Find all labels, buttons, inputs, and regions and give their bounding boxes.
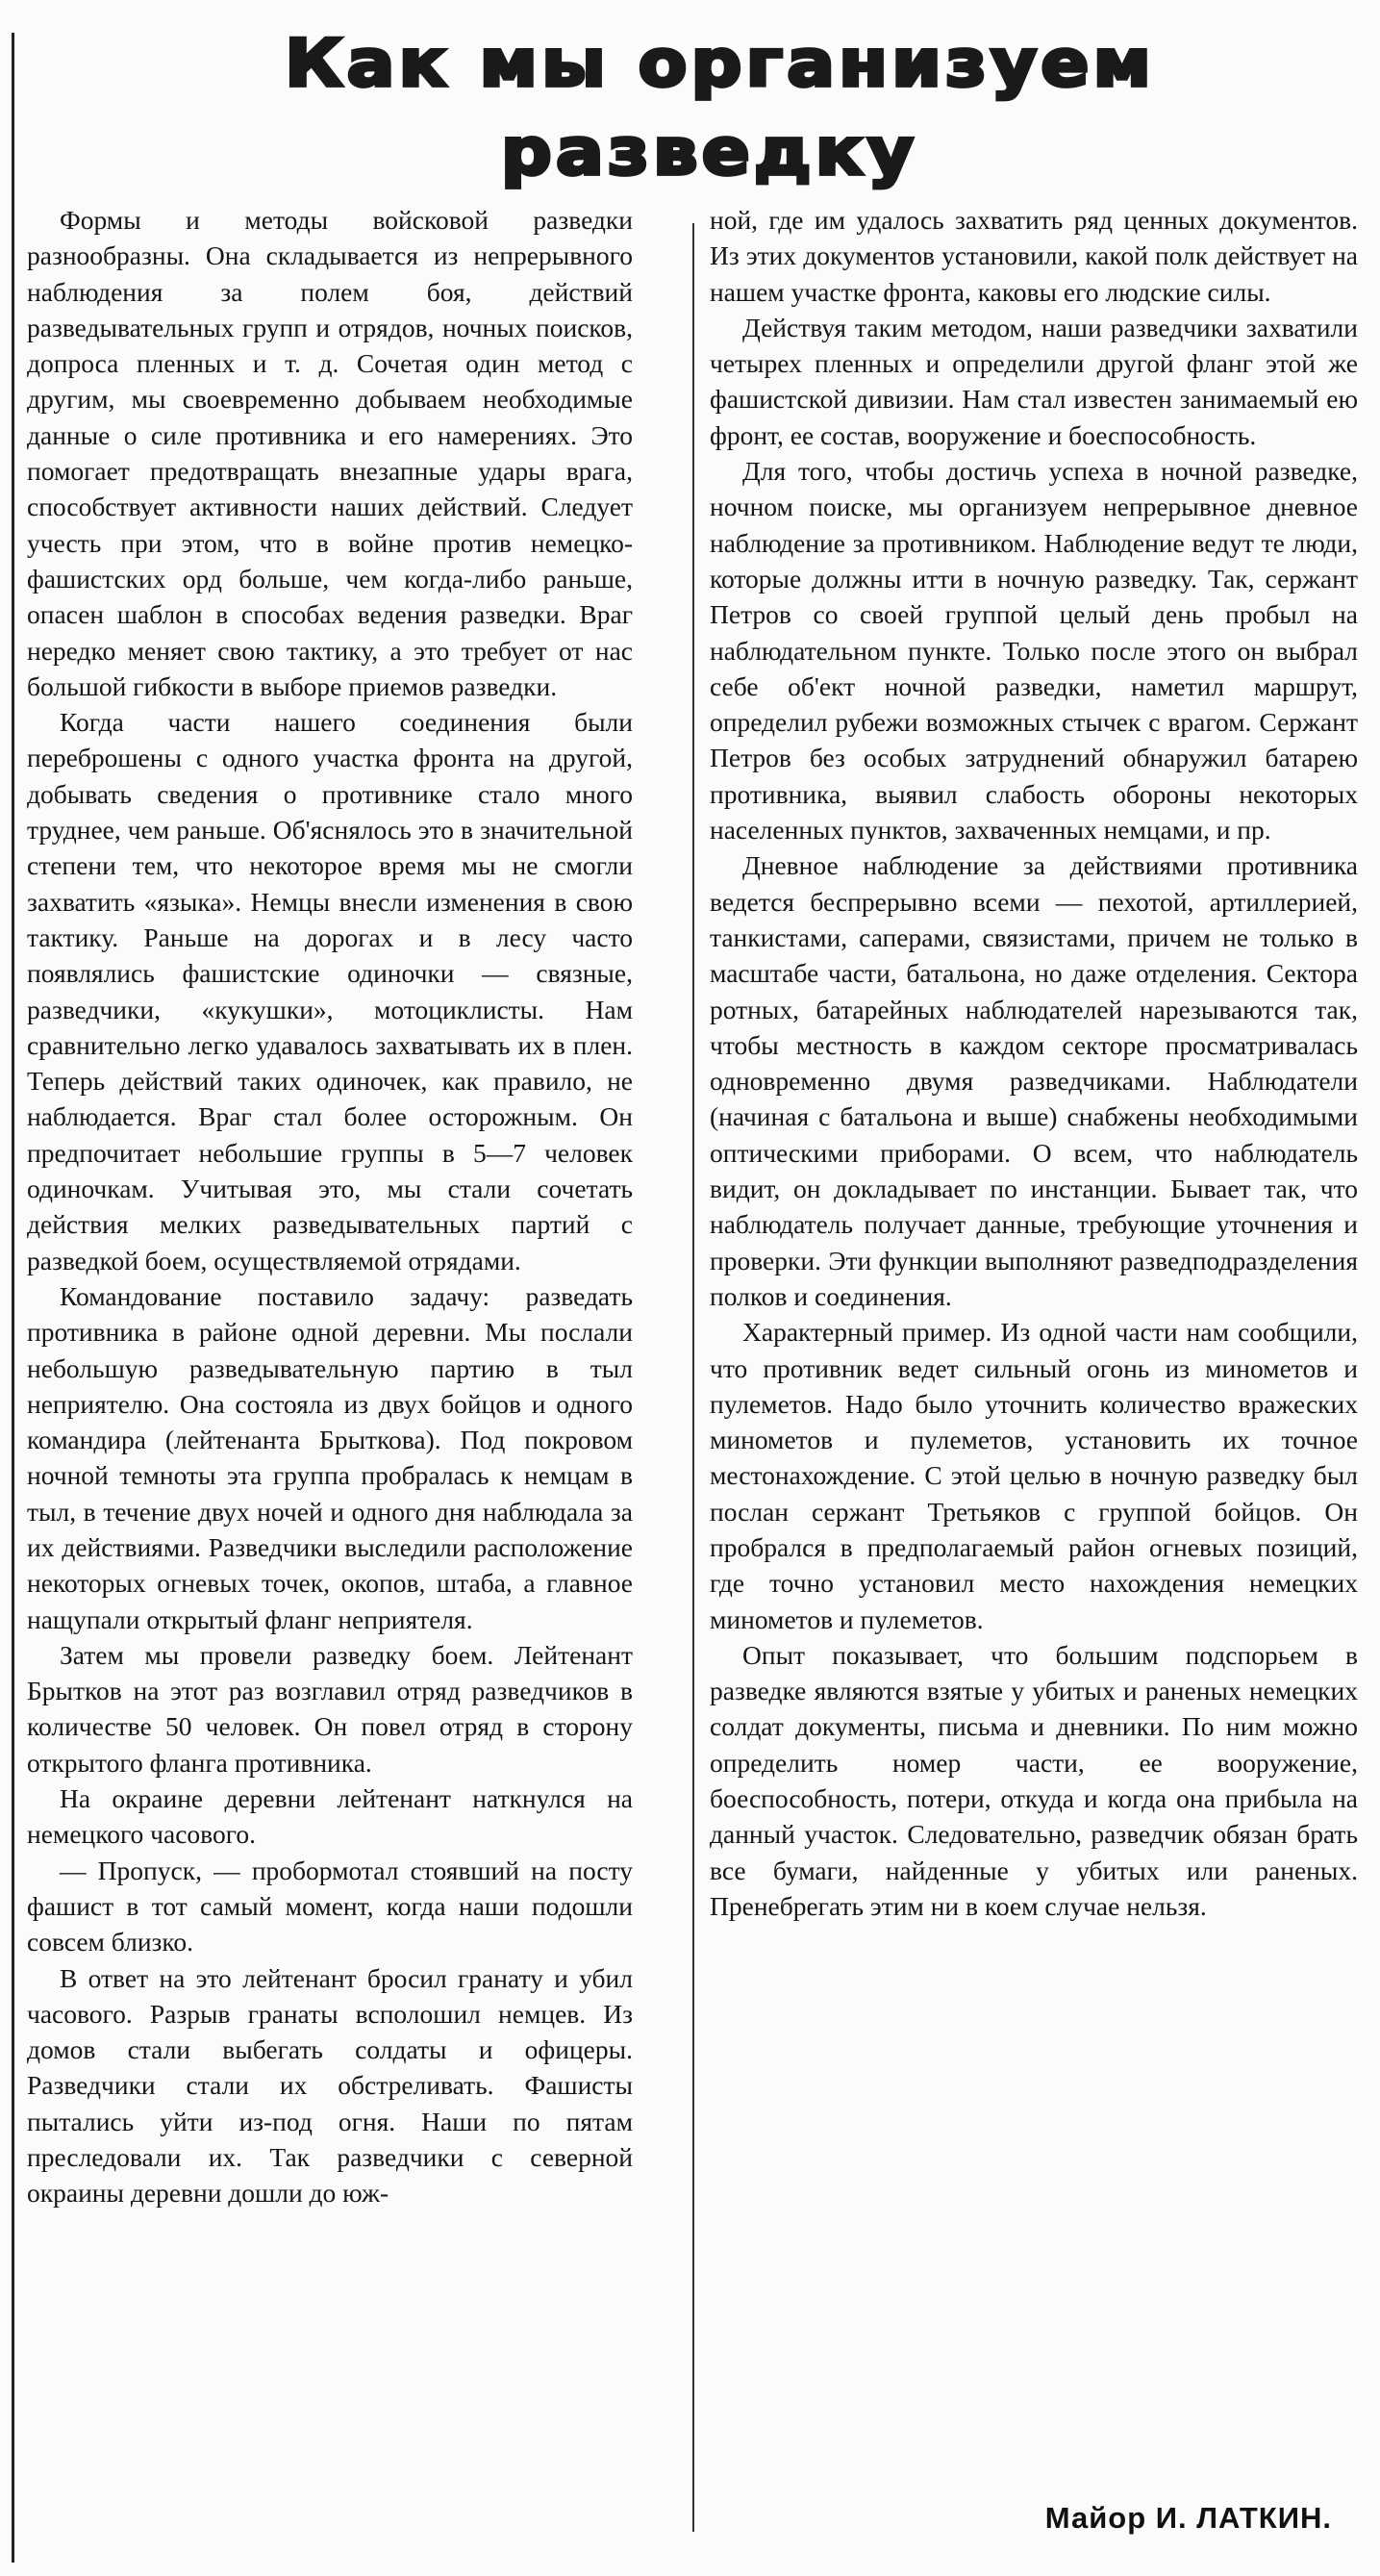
article-title [21,19,1380,212]
paragraph-continuation: ной, где им удалось захватить ряд ценных документов. Из этих документов установили, какой полк действует на нашем участке фронта, каковы его людские силы. [710,205,1358,307]
title-line-2: разведку [500,114,918,190]
paragraph: Характерный пример. Из одной части нам сообщили, что противник ведет сильный огонь из минометов и пулеметов. Надо было уточнить количество вражеских минометов и пулеметов, установить их точное местонахождение. С этой целью в ночную разведку был послан сержант Третьяков с группой бойцов. Он пробрался в предполагаемый район огневых позиций, где точно установил место нахождения немецких минометов и пулеметов. [710,1317,1358,1634]
column-divider [692,223,694,2532]
paragraph: Когда части нашего соединения были переброшены с одного участка фронта на другой, добывать сведения о противнике стало много труднее, чем раньше. Об'яснялось это в значительной степени тем, что некоторое время мы не смогли захватить «языка». Немцы внесли изменения в свою тактику. Раньше на дорогах и в лесу часто появлялись фашистские одиночки — связные, разведчики, «кукушки», мотоциклисты. Нам сравнительно легко удавалось захватывать их в плен. Теперь действий таких одиночек, как правило, не наблюдается. Враг стал более осторожным. Он предпочитает небольшие группы в 5—7 человек одиночкам. Учитывая это, мы стали сочетать действия мелких разведывательных партий с разведкой боем, осуществляемой отрядами. [27,707,633,1275]
paragraph: Для того, чтобы достичь успеха в ночной разведке, ночном поиске, мы организуем непрерывное дневное наблюдение за противником. Наблюдение ведут те люди, которые должны итти в ночную разведку. Так, сержант Петров со своей группой целый день пробыл на наблюдательном пункте. Только после этого он выбрал себе об'ект ночной разведки, наметил маршрут, определил рубежи возможных стычек с врагом. Сержант Петров без особых затруднений обнаружил батарею противника, выявил слабость обороны некоторых населенных пунктов, захваченных немцами, и пр. [710,456,1358,846]
paragraph: Опыт показывает, что большим подспорьем в разведке являются взятые у убитых и раненых немецких солдат документы, письма и дневники. По ним можно определить номер части, ее вооружение, боеспособность, потери, откуда и когда она прибыла на данный участок. Следовательно, разведчик обязан брать все бумаги, найденные у убитых или раненых. Пренебрегать этим ни в коем случае нельзя. [710,1639,1358,1921]
paragraph: Затем мы провели разведку боем. Лейтенант Брытков на этот раз возглавил отряд разведчиков в количестве 50 человек. Он повел отряд в сторону открытого фланга противника. [27,1639,633,1778]
paragraph: Дневное наблюдение за действиями противника ведется беспрерывно всеми — пехотой, артиллерией, танкистами, саперами, связистами, причем не только в масштабе части, батальона, но даже отделения. Сектора ротных, батарейных наблюдателей нарезываются так, чтобы местность в каждом секторе просматривалась одновременно двумя разведчиками. Наблюдатели (начиная с батальона и выше) снабжены необходимыми оптическими приборами. О всем, что наблюдатель видит, он докладывает по инстанции. Бывает так, что наблюдатель получает данные, требующие уточнения и проверки. Эти функции выполняют разведподразделения полков и соединения. [710,850,1358,1311]
paragraph: В ответ на это лейтенант бросил гранату и убил часового. Разрыв гранаты всполошил немцев. Из домов стали выбегать солдаты и офицеры. Разведчики стали их обстреливать. Фашисты пытались уйти из-под огня. Наши по пятам преследовали их. Так разведчики с северной окраины деревни дошли до юж- [27,1962,633,2209]
paragraph: Действуя таким методом, наши разведчики захватили четырех пленных и определили другой фланг этой же фашистской дивизии. Нам стал известен занимаемый ею фронт, ее состав, вооружение и боеспособность. [710,312,1358,450]
paragraph: На окраине деревни лейтенант наткнулся на немецкого часового. [27,1783,633,1850]
author-signature: Майор И. ЛАТКИН. [1044,2501,1332,2535]
title-line-1: Как мы организуем [285,25,1155,102]
paragraph: — Пропуск, — пробормотал стоявший на посту фашист в тот самый момент, когда наши подошли совсем близко. [27,1855,633,1957]
paragraph: Формы и методы войсковой разведки разнообразны. Она складывается из непрерывного наблюдения за полем боя, действий разведывательных групп и отрядов, ночных поисков, допроса пленных и т. д. Сочетая один метод с другим, мы своевременно добываем необходимые данные о силе противника и его намерениях. Это помогает предотвращать внезапные удары врага, способствует активности наших действий. Следует учесть при этом, что в войне против немецко-фашистских орд больше, чем когда-либо раньше, опасен шаблон в способах ведения разведки. Враг нередко меняет свою тактику, а это требует от нас большой гибкости в выборе приемов разведки. [27,205,633,701]
right-column [710,202,1358,1924]
left-column [27,202,633,2211]
left-column-rule [12,33,14,2563]
paragraph: Командование поставило задачу: разведать противника в районе одной деревни. Мы послали небольшую разведывательную партию в тыл неприятелю. Она состояла из двух бойцов и одного командира (лейтенанта Брыткова). Под покровом ночной темноты эта группа пробралась к немцам в тыл, в течение двух ночей и одного дня наблюдала за их действиями. Разведчики выследили расположение некоторых огневых точек, окопов, штаба, а главное нащупали открытый фланг неприятеля. [27,1280,633,1634]
